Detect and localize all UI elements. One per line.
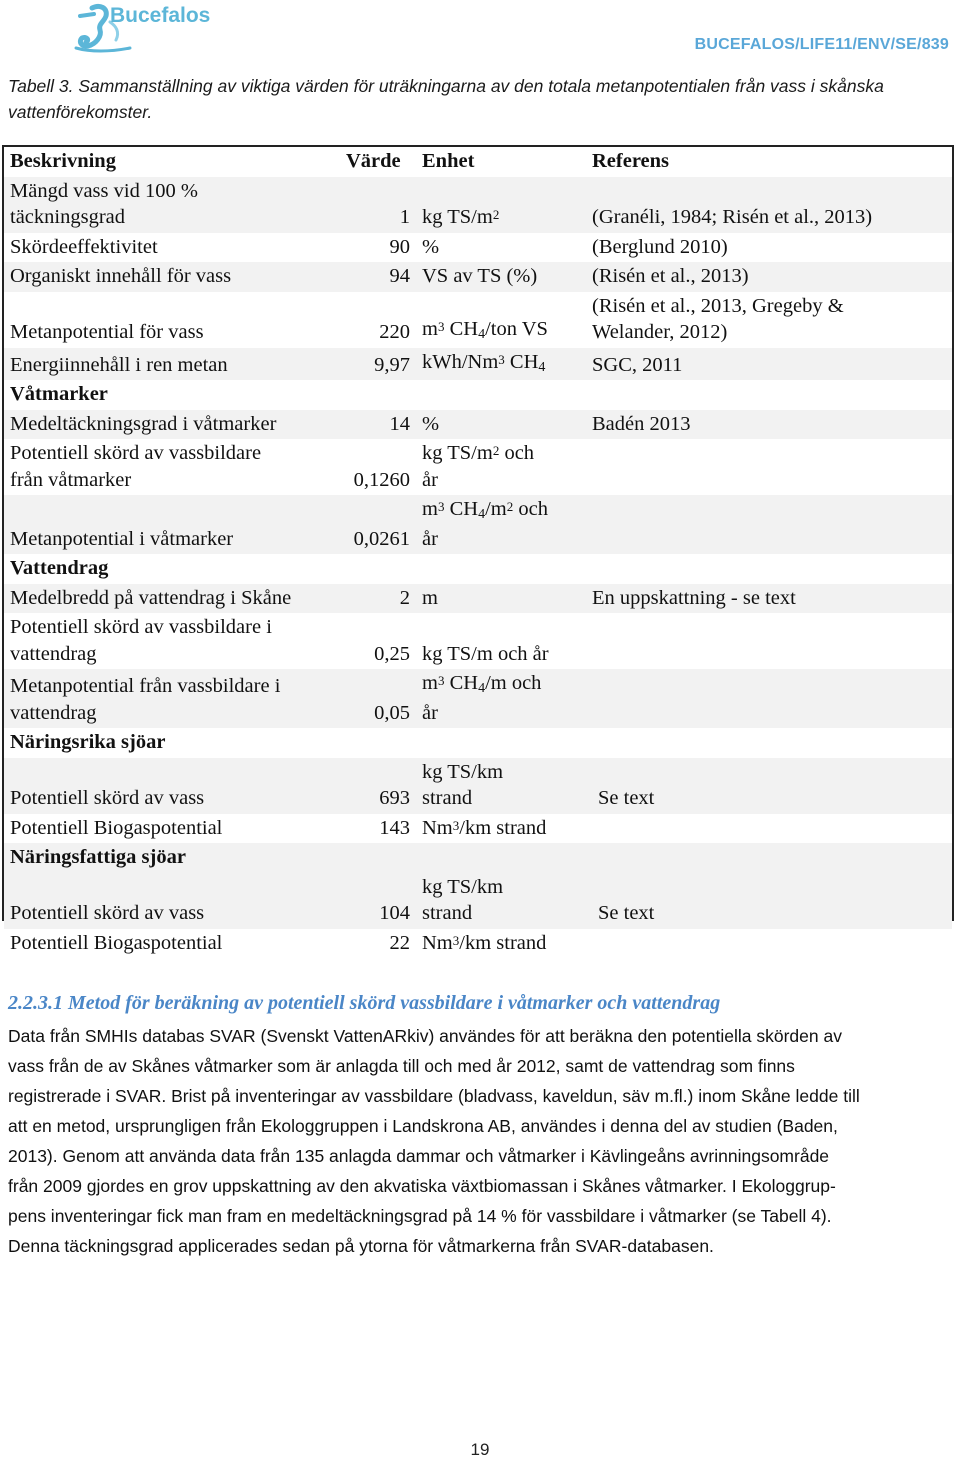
table-row: Organiskt innehåll för vass 94 VS av TS (%) (Risén et al., 2013) [4,262,952,292]
header-value: Värde [346,150,401,172]
table-row: Medeltäckningsgrad i våtmarker 14 % Badén 2013 [4,410,952,440]
table-row: Mängd vass vid 100 % täckningsgrad 1 kg $TS/m^2$ (Granéli, 1984; Risén et al., 2013) [4,177,952,233]
table-section-heading: Näringsfattiga sjöar [4,843,952,873]
table-row: Energiinnehåll i ren metan 9,97 kWh/Nm$^3$ $CH_4$ SGC, 2011 [4,348,952,381]
paragraph-line: registrerade i SVAR. Brist på inventeringar av vassbildare (bladvass, kaveldun, säv m.fl.) inom Skåne ledde till [8,1086,860,1106]
table-section-heading: Vattendrag [10,557,109,579]
table-row: Potentiell skörd av vass 104 kg TS/km strand Se text [4,873,952,929]
table-section-heading: Näringsrika sjöar [10,731,166,753]
table-row: Potentiell skörd av vassbildare i vattendrag 0,25 kg TS/m och år [10,616,549,665]
table-header-row [4,147,952,177]
paragraph-line: Data från SMHIs databas SVAR (Svenskt VattenARkiv) användes för att beräkna den potentiella skörden av [8,1026,842,1046]
table-row: Potentiell skörd av vassbildare från våtmarker 0,1260 kg $TS/m^2$ och år [10,442,535,491]
table-row: Potentiell skörd av vass 693 kg TS/km strand Se text [4,758,952,814]
table-row: Potentiell Biogaspotential 143 Nm$^3$/km strand [10,816,547,839]
logo-text: Bucefalos [110,4,211,27]
paragraph-line: pens inventeringar fick man fram en medeltäckningsgrad på 14 % för vassbildare i våtmarker (se Tabell 4). [8,1206,832,1226]
paragraph-line: vass från de av Skånes våtmarker som är anlagda till och med år 2012, samt de vattendrag som finns [8,1056,795,1076]
table-row: Medelbredd på vattendrag i Skåne 2 m En uppskattning - se text [4,584,952,614]
header-unit: Enhet [422,150,475,172]
header-reference: Referens [592,150,670,172]
table-row: Metanpotential från vassbildare i vattendrag 0,05 $m^3$ $CH_4/m$ och år [4,669,952,728]
page-number: 19 [470,1440,490,1459]
paragraph-line: Denna täckningsgrad applicerades sedan på ytorna för våtmarkerna från SVAR-databasen. [8,1236,714,1256]
table-row: Skördeeffektivitet 90 % (Berglund 2010) [10,235,728,258]
table-row: Metanpotential för vass 220 $m^3$ $CH_4$/ton VS (Risén et al., 2013, Gregeby & Welander, 2012) [10,294,844,343]
table-row: Potentiell Biogaspotential 22 Nm$^3$/km strand [10,931,547,954]
header-description: Beskrivning [10,150,116,172]
data-table [2,145,954,954]
paragraph-line: från 2009 gjordes en grov uppskattning av den akvatiska växtbiomassan i Skånes våtmarker. I Ekologgrup- [8,1176,836,1196]
paragraph-line: att en metod, ursprungligen från Ekologgruppen i Landskrona AB, användes i denna del av studien (Baden, [8,1116,838,1136]
section-heading: 2.2.3.1 Metod för beräkning av potentiell skörd vassbildare i våtmarker och vattendrag [8,992,721,1014]
body-paragraph [8,1021,948,1261]
table-caption: Tabell 3. Sammanställning av viktiga värden för uträkningarna av den totala metanpotentialen från vass i skånska vattenförekomster. [8,76,884,122]
table-section-heading: Våtmarker [10,383,108,405]
document-id: BUCEFALOS/LIFE11/ENV/SE/839 [694,36,949,53]
paragraph-line: 2013). Genom att använda data från 135 anlagda dammar och våtmarker i Kävlingeåns avrinningsområde [8,1146,830,1166]
table-row: Metanpotential i våtmarker 0,0261 $m^3$ $CH_4/m^2$ och år [4,495,952,554]
